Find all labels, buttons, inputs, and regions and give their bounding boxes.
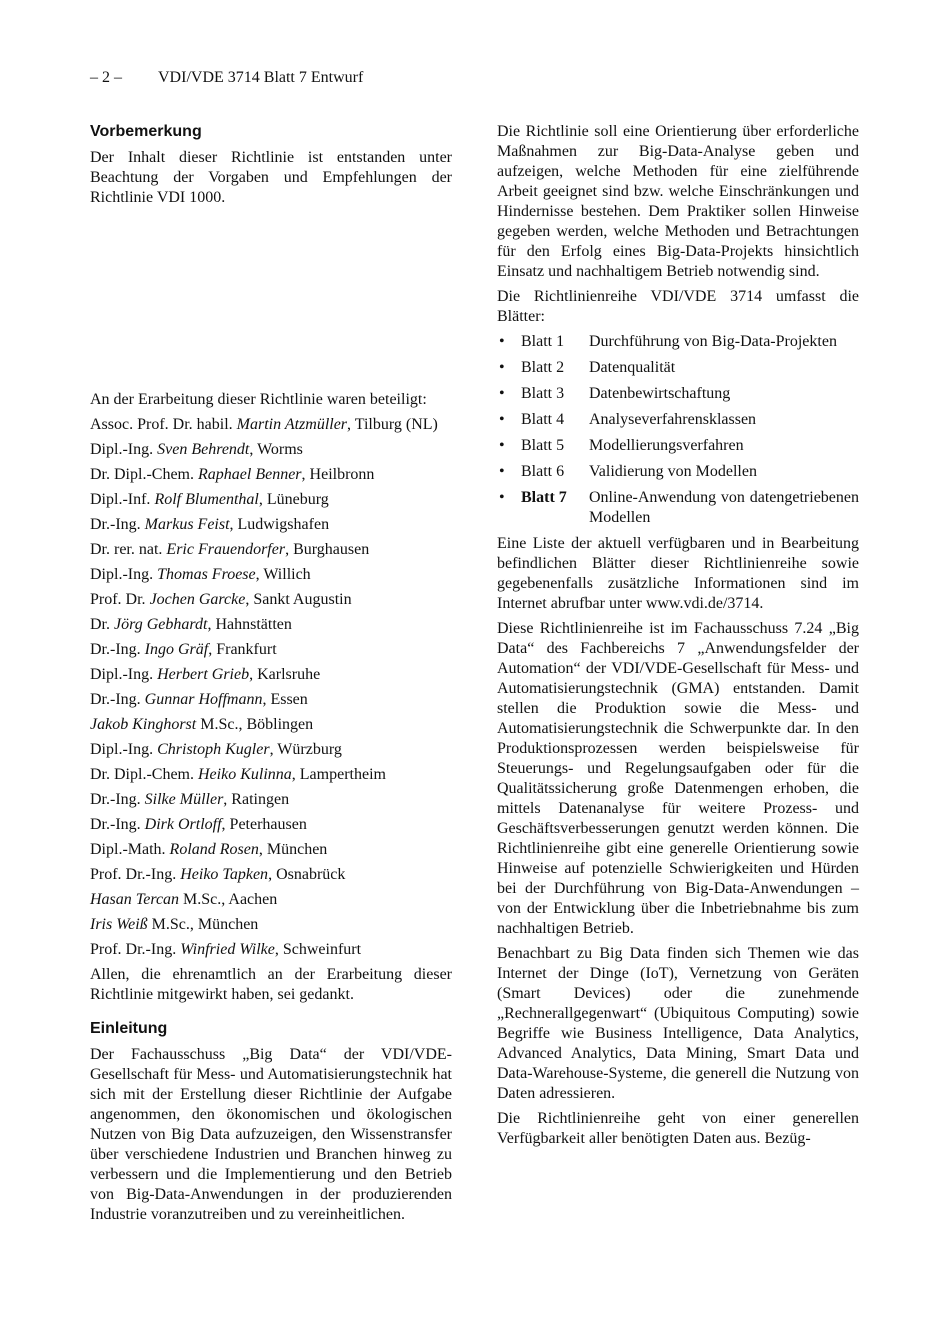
left-column	[90, 120, 452, 1225]
contributor-city: , Würzburg	[269, 741, 342, 758]
einleitung-paragraph-2: Die Richtlinie soll eine Orientierung über erforderliche Maßnahmen zur Big-Data-Analyse geben und aufzeigen, welche Methoden für eine zielführende Arbeit geeignet sind bzw. welche Einschränkungen und Hindernisse bestehen. Dem Praktiker sollen Hinweise gegeben werden, welche Methoden und Betrachtungen für den Erfolg eines Big-Data-Projekts hinsichtlich Einsatz und nachhaltigem Betrieb notwendig sind.	[497, 123, 859, 280]
contributor-name: Markus Feist	[144, 516, 230, 533]
contributor-name: Winfried Wilke	[180, 941, 275, 958]
contributor-name: Gunnar Hoffmann	[144, 691, 263, 708]
contributor-city: , Hahnstätten	[207, 616, 292, 633]
einleitung-paragraph-1: Der Fachausschuss „Big Data“ der VDI/VDE-Gesellschaft für Mess- und Automatisierungstechnik hat sich mit der Erstellung dieser Richtlinie der Aufgabe angenommen, den ökonomischen und ökologischen Nutzen von Big Data aufzuzeigen, den Wissenstransfer über verschiedene Industrien und Branchen hinweg zu verbessern und die Implementierung und den Betrieb von Big-Data-Anwendungen in der produzierenden Industrie voranzutreiben und zu vereinheitlichen.	[90, 1046, 452, 1223]
contributor-entry	[90, 615, 452, 635]
contributor-city: , Frankfurt	[208, 641, 277, 658]
contributor-city: M.Sc., Aachen	[179, 891, 278, 908]
einleitung-paragraph-5: Diese Richtlinienreihe ist im Fachausschuss 7.24 „Big Data“ des Fachbereichs 7 „Anwendungsfelder der Automation“ der VDI/VDE-Gesellschaft für Mess- und Automatisierungstechnik (GMA) entstanden. Damit stellen die Produktion sowie die Mess- und Automatisierungstechnik die Schwerpunkte dar. In den Produktionsprozessen werden beispielsweise für Steuerungs- und Regelungsaufgaben oder für die Qualitätssicherung große Datenmengen erhoben, die mittels Datenanalyse für weitere Prozess- und Geschäftsverbesserungen genutzt werden können. Die Richtlinienreihe gibt eine generelle Orientierung sowie Hinweise auf potenzielle Schwierigkeiten und Hürden bei der Durchführung von Big-Data-Anwendungen – von der Entwicklung über die Inbetriebnahme bis zum nachhaltigen Betrieb.	[497, 620, 859, 937]
contributor-city: , Schweinfurt	[274, 941, 362, 958]
contributor-city: , Willich	[255, 566, 311, 583]
contributor-entry	[90, 440, 452, 460]
contributor-city: , Ludwigshafen	[229, 516, 330, 533]
contributor-entry	[90, 565, 452, 585]
contributor-entry	[90, 540, 452, 560]
contributor-city: , Ratingen	[223, 791, 290, 808]
contributor-title: Assoc. Prof. Dr. habil.	[90, 416, 237, 433]
contributor-title: Dr.-Ing.	[90, 691, 145, 708]
contributor-title: Dipl.-Ing.	[90, 441, 158, 458]
contributor-entry	[90, 640, 452, 660]
contributor-name: Heiko Tapken	[180, 866, 269, 883]
contributors-list	[90, 415, 452, 960]
contributor-title: Dr. Dipl.-Chem.	[90, 766, 198, 783]
blatt-description: Datenqualität	[589, 359, 676, 376]
contributor-title: Dr.-Ing.	[90, 641, 145, 658]
vorbemerkung-text: Der Inhalt dieser Richtlinie ist entstanden unter Beachtung der Vorgaben und Empfehlungen der Richtlinie VDI 1000.	[90, 149, 452, 206]
blatt-label: Blatt 3	[521, 385, 565, 402]
contributor-entry	[90, 465, 452, 485]
blatt-description: Analyseverfahrensklassen	[589, 411, 757, 428]
contributor-city: , München	[258, 841, 328, 858]
contributors-thanks: Allen, die ehrenamtlich an der Erarbeitung dieser Richtlinie mitgewirkt haben, sei gedankt.	[90, 966, 452, 1003]
blatt-item	[497, 410, 859, 430]
contributor-city: , Heilbronn	[301, 466, 375, 483]
contributor-title: Dipl.-Ing.	[90, 741, 158, 758]
contributor-entry	[90, 840, 452, 860]
blatt-description: Online-Anwendung von datengetriebenen Modellen	[589, 489, 859, 526]
contributor-name: Hasan Tercan	[90, 891, 180, 908]
contributor-title: Dr.-Ing.	[90, 516, 145, 533]
einleitung-paragraph-6: Benachbart zu Big Data finden sich Themen wie das Internet der Dinge (IoT), Vernetzung von Geräten (Smart Devices) oder die zunehmende „Rechnerallgegenwart“ (Ubiquitous Computing) sowie Begriffe wie Business Intelligence, Data Analytics, Advanced Analytics, Data Mining, Smart Data und Data-Warehouse-Systeme, die generell die Nutzung von Daten adressieren.	[497, 945, 859, 1102]
contributor-name: Ingo Gräf	[144, 641, 209, 658]
bullet-icon: •	[499, 411, 505, 428]
einleitung-paragraph-4: Eine Liste der aktuell verfügbaren und in Bearbeitung befindlichen Blätter dieser Richtlinienreihe sowie gegebenenfalls zusätzliche Informationen sind im Internet abrufbar unter www.vdi.de/3714.	[497, 535, 859, 612]
blatt-item	[497, 384, 859, 404]
contributor-name: Jochen Garcke	[149, 591, 246, 608]
contributor-city: M.Sc., München	[147, 916, 259, 933]
contributor-city: , Osnabrück	[268, 866, 346, 883]
contributor-name: Martin Atzmüller	[236, 416, 348, 433]
blatt-label: Blatt 5	[521, 437, 565, 454]
blatt-item	[497, 436, 859, 456]
contributor-title: Prof. Dr.	[90, 591, 150, 608]
contributor-entry	[90, 790, 452, 810]
contributor-title: Dipl.-Ing.	[90, 666, 158, 683]
page-header	[90, 68, 363, 88]
contributor-entry	[90, 915, 452, 935]
document-title: VDI/VDE 3714 Blatt 7 Entwurf	[158, 69, 364, 86]
contributor-name: Iris Weiß	[90, 916, 148, 933]
contributor-city: , Peterhausen	[221, 816, 307, 833]
contributor-title: Dipl.-Math.	[90, 841, 170, 858]
contributor-title: Dr.-Ing.	[90, 816, 145, 833]
contributor-city: M.Sc., Böblingen	[196, 716, 314, 733]
blatt-label: Blatt 4	[521, 411, 565, 428]
blatt-label: Blatt 1	[521, 333, 565, 350]
bullet-icon: •	[499, 359, 505, 376]
contributor-name: Eric Frauendorfer	[166, 541, 286, 558]
contributor-name: Roland Rosen	[169, 841, 259, 858]
contributor-name: Christoph Kugler	[157, 741, 270, 758]
contributor-name: Rolf Blumenthal	[154, 491, 259, 508]
contributor-name: Silke Müller	[144, 791, 224, 808]
bullet-icon: •	[499, 385, 505, 402]
contributor-title: Dr. rer. nat.	[90, 541, 167, 558]
contributor-title: Prof. Dr.-Ing.	[90, 866, 181, 883]
contributors-intro: An der Erarbeitung dieser Richtlinie waren beteiligt:	[90, 391, 427, 408]
contributor-city: , Tilburg (NL)	[347, 416, 438, 433]
heading-vorbemerkung: Vorbemerkung	[90, 123, 202, 140]
contributor-title: Dipl.-Ing.	[90, 566, 158, 583]
einleitung-paragraph-7: Die Richtlinienreihe geht von einer generellen Verfügbarkeit aller benötigten Daten aus. Bezüg-	[497, 1110, 859, 1147]
contributor-entry	[90, 415, 452, 435]
contributor-entry	[90, 890, 452, 910]
contributor-city: , Sankt Augustin	[245, 591, 352, 608]
contributor-title: Dipl.-Inf.	[90, 491, 155, 508]
blank-space	[90, 213, 452, 390]
contributor-entry	[90, 690, 452, 710]
contributor-entry	[90, 865, 452, 885]
bullet-icon: •	[499, 437, 505, 454]
contributor-entry	[90, 665, 452, 685]
right-column	[497, 122, 859, 1154]
contributor-city: , Essen	[262, 691, 308, 708]
blatt-item	[497, 358, 859, 378]
blatt-item	[497, 462, 859, 482]
contributor-name: Raphael Benner	[198, 466, 302, 483]
blatt-description: Modellierungsverfahren	[589, 437, 744, 454]
blatt-description: Datenbewirtschaftung	[589, 385, 731, 402]
blatt-description: Validierung von Modellen	[589, 463, 757, 480]
bullet-icon: •	[499, 463, 505, 480]
contributor-entry	[90, 940, 452, 960]
contributor-name: Jörg Gebhardt	[114, 616, 208, 633]
heading-einleitung: Einleitung	[90, 1020, 168, 1037]
contributor-entry	[90, 715, 452, 735]
blatt-item	[497, 332, 859, 352]
blatt-label: Blatt 2	[521, 359, 565, 376]
blatt-item	[497, 488, 859, 528]
contributor-entry	[90, 815, 452, 835]
contributor-title: Prof. Dr.-Ing.	[90, 941, 181, 958]
page-number: – 2 –	[90, 69, 122, 86]
contributor-entry	[90, 590, 452, 610]
contributor-entry	[90, 515, 452, 535]
bullet-icon: •	[499, 489, 505, 506]
blatt-label: Blatt 7	[521, 489, 567, 506]
blatt-list	[497, 332, 859, 528]
bullet-icon: •	[499, 333, 505, 350]
contributor-entry	[90, 740, 452, 760]
contributor-title: Dr. Dipl.-Chem.	[90, 466, 198, 483]
contributor-city: , Burghausen	[285, 541, 370, 558]
contributor-title: Dr.-Ing.	[90, 791, 145, 808]
contributor-entry	[90, 490, 452, 510]
einleitung-paragraph-3: Die Richtlinienreihe VDI/VDE 3714 umfasst die Blätter:	[497, 288, 859, 325]
blatt-description: Durchführung von Big-Data-Projekten	[589, 333, 837, 350]
contributor-city: , Karlsruhe	[249, 666, 321, 683]
contributor-entry	[90, 765, 452, 785]
contributor-title: Dr.	[90, 616, 114, 633]
contributor-name: Dirk Ortloff	[144, 816, 222, 833]
contributor-name: Thomas Froese	[157, 566, 256, 583]
contributor-name: Heiko Kulinna	[198, 766, 292, 783]
contributor-city: , Lüneburg	[258, 491, 329, 508]
contributor-name: Sven Behrendt	[157, 441, 250, 458]
contributor-name: Jakob Kinghorst	[90, 716, 197, 733]
contributor-city: , Worms	[249, 441, 303, 458]
contributor-name: Herbert Grieb	[157, 666, 250, 683]
blatt-label: Blatt 6	[521, 463, 565, 480]
contributor-city: , Lampertheim	[291, 766, 386, 783]
